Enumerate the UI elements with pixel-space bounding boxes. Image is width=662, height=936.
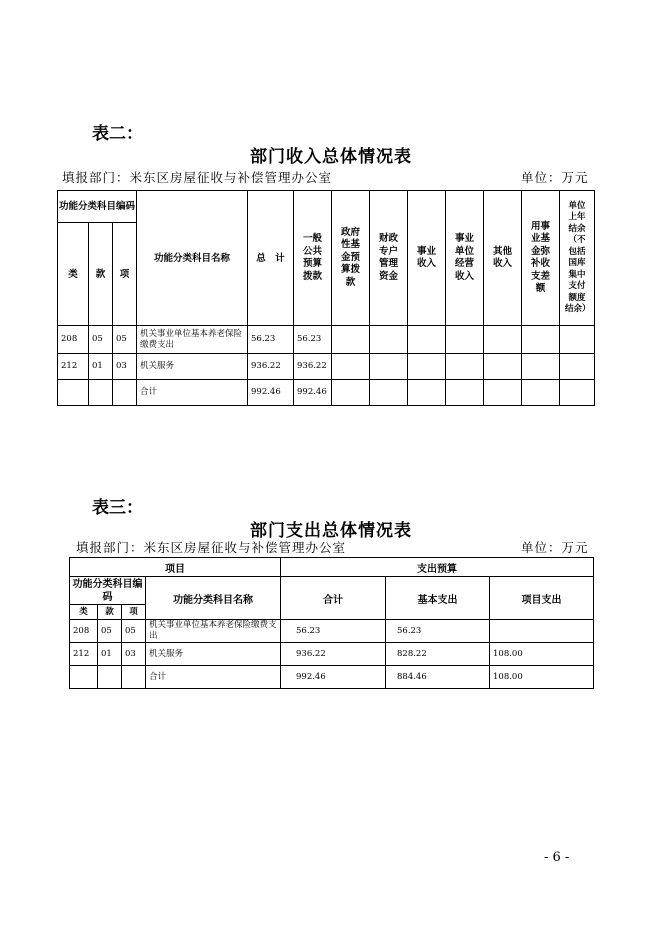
prior-surplus-text: 单位上年结余（不包括国库集中支付额度结余） [565,200,591,314]
table-row [70,620,594,643]
kuan-header: 款 [98,605,122,620]
xiang-cell: 03 [122,643,146,666]
table3-title: 部门支出总体情况表 [250,521,412,541]
basic-cell: 828.22 [386,643,490,666]
lei-cell: 212 [58,354,89,380]
general-budget-header [294,191,332,326]
code-group-header: 功能分类科目编码 [70,577,146,605]
total-cell: 992.46 [281,666,386,689]
general-cell: 992.46 [294,380,332,406]
table3-unit: 单位：万元 [521,540,589,555]
gov-fund-text: 政府性基金预算拨款 [340,226,360,288]
lei-header: 类 [58,223,89,326]
kuan-cell: 01 [89,354,113,380]
xiang-header: 项 [122,605,146,620]
business-income-text: 事业收入 [416,245,436,269]
code-group-header: 功能分类科目编码 [58,191,137,223]
name-cell: 合计 [137,380,248,406]
general-cell: 936.22 [294,354,332,380]
table-row-total [58,380,595,406]
table-row [58,354,595,380]
table2-department: 填报部门：米东区房屋征收与补偿管理办公室 [62,170,333,185]
expenditure-table [69,557,594,689]
xiang-cell: 05 [113,326,137,354]
total-cell: 936.22 [248,354,294,380]
total-cell: 56.23 [248,326,294,354]
table3-label: 表三： [92,498,143,518]
project-cell [490,620,594,643]
table-row [70,643,594,666]
name-cell: 合计 [146,666,281,689]
table2-label: 表二： [92,124,143,144]
page-number: - 6 - [544,850,570,865]
table-row-total [70,666,594,689]
table2-unit: 单位：万元 [521,170,589,185]
lei-cell: 208 [70,620,98,643]
operating-income-header [446,191,484,326]
subject-name-header: 功能分类科目名称 [146,577,281,620]
name-cell: 机关事业单位基本养老保险缴费支出 [137,326,248,354]
income-table [57,190,595,406]
special-account-text: 财政专户管理资金 [378,233,398,282]
total-cell: 56.23 [281,620,386,643]
total-header: 总 计 [248,191,294,326]
total-cell: 992.46 [248,380,294,406]
basic-expense-header: 基本支出 [386,577,490,620]
general-budget-text: 一般公共预算拨款 [302,233,322,282]
project-expense-header: 项目支出 [490,577,594,620]
total-header: 合计 [281,577,386,620]
basic-cell: 56.23 [386,620,490,643]
shortfall-header [522,191,560,326]
xiang-header: 项 [113,223,137,326]
lei-cell: 212 [70,643,98,666]
other-income-header [484,191,522,326]
other-income-text: 其他收入 [492,245,512,269]
name-cell: 机关服务 [137,354,248,380]
xiang-cell: 05 [122,620,146,643]
table2-title: 部门收入总体情况表 [250,147,412,167]
prior-surplus-header [560,191,595,326]
lei-cell: 208 [58,326,89,354]
general-cell: 56.23 [294,326,332,354]
kuan-cell: 05 [89,326,113,354]
xiang-cell: 03 [113,354,137,380]
table-row [58,326,595,354]
special-account-header [370,191,408,326]
basic-cell: 884.46 [386,666,490,689]
budget-header: 支出预算 [281,558,594,577]
project-cell: 108.00 [490,643,594,666]
operating-income-text: 事业单位经营收入 [454,233,474,282]
lei-header: 类 [70,605,98,620]
project-header: 项目 [70,558,281,577]
kuan-header: 款 [89,223,113,326]
kuan-cell: 05 [98,620,122,643]
name-cell: 机关事业单位基本养老保险缴费支出 [146,620,281,643]
name-cell: 机关服务 [146,643,281,666]
gov-fund-header [332,191,370,326]
total-cell: 936.22 [281,643,386,666]
project-cell: 108.00 [490,666,594,689]
subject-name-header: 功能分类科目名称 [137,191,248,326]
kuan-cell: 01 [98,643,122,666]
table3-department: 填报部门：米东区房屋征收与补偿管理办公室 [76,540,347,555]
shortfall-text: 用事业基金弥补收支差额 [530,220,550,294]
business-income-header [408,191,446,326]
